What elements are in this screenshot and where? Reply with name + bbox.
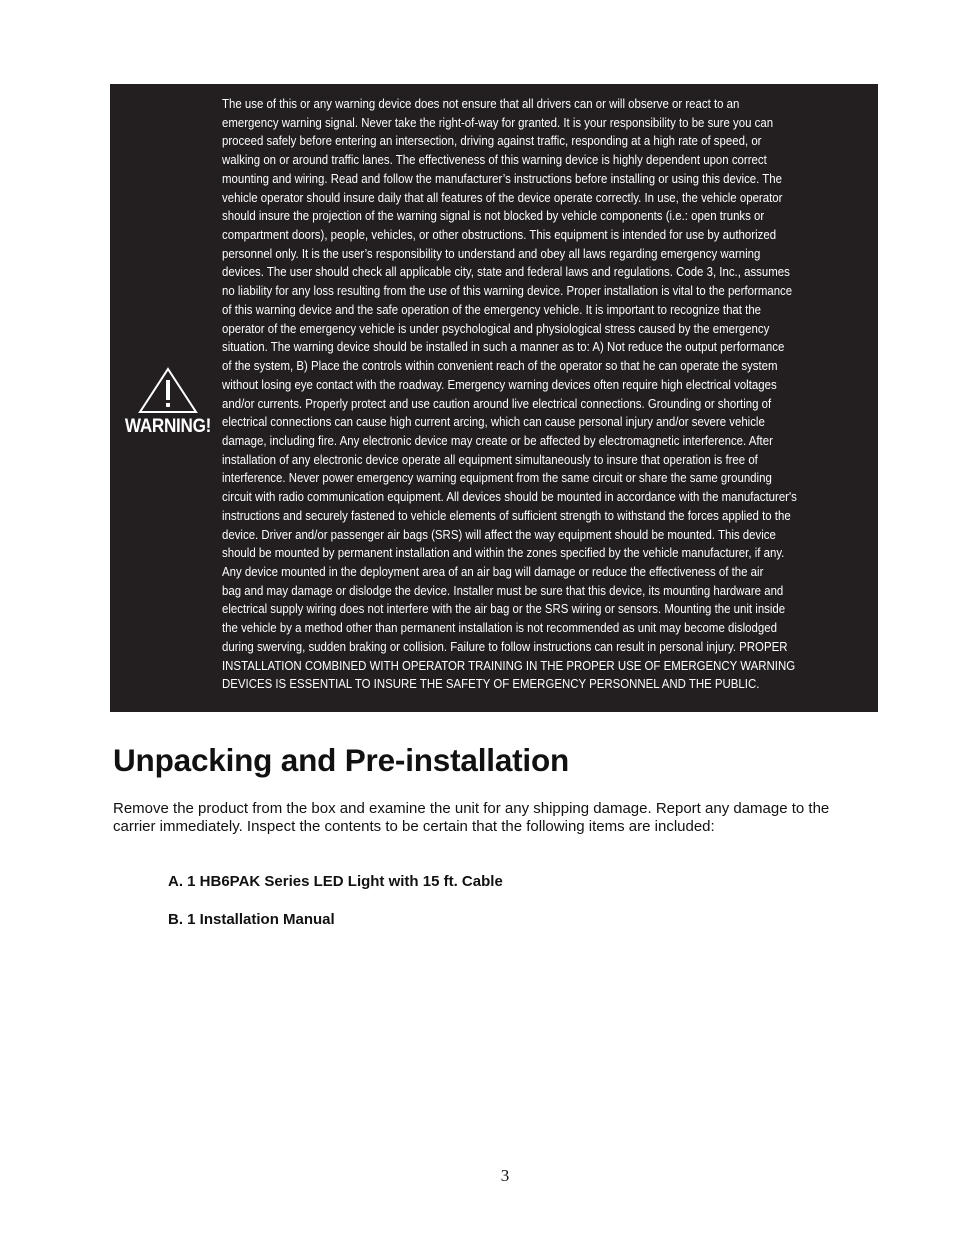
warning-line: should be mounted by permanent installation and within the zones specified by the vehicle manufacturer, if any. — [222, 545, 785, 561]
warning-line: compartment doors), people, vehicles, or other obstructions. This equipment is intended for use by authorized — [222, 227, 777, 243]
warning-line: personnel only. It is the user’s responsibility to understand and obey all laws regarding emergency warning — [222, 245, 761, 261]
section-title: Unpacking and Pre-installation — [113, 742, 570, 778]
warning-line: emergency warning signal. Never take the right-of-way for granted. It is your responsibility to be sure you can — [222, 114, 774, 130]
warning-line: mounting and wiring. Read and follow the manufacturer’s instructions before installing or using this device. The — [222, 170, 783, 186]
warning-line: INSTALLATION COMBINED WITH OPERATOR TRAINING IN THE PROPER USE OF EMERGENCY WARNING — [222, 657, 796, 673]
warning-label: WARNING! — [124, 416, 212, 437]
warning-line: and/or currents. Properly protect and use caution around live electrical connections. Grounding or shorting of — [222, 395, 772, 411]
warning-line: of the system, B) Place the controls within convenient reach of the operator so that he can operate the system — [222, 358, 778, 374]
warning-line: should insure the projection of the warning signal is not blocked by vehicle components (i.e.: open trunks or — [222, 208, 765, 224]
warning-line: bag and may damage or dislodge the device. Installer must be sure that this device, its mounting hardware and — [222, 582, 784, 598]
warning-line: situation. The warning device should be installed in such a manner as to: A) Not reduce the output performance — [222, 339, 785, 355]
warning-line: DEVICES IS ESSENTIAL TO INSURE THE SAFETY OF EMERGENCY PERSONNEL AND THE PUBLIC. — [222, 676, 760, 692]
warning-line: installation of any electronic device operate all equipment simultaneously to insure that operation is free of — [222, 451, 758, 467]
warning-line: no liability for any loss resulting from the use of this warning device. Proper installation is vital to the performance — [222, 283, 793, 299]
intro-paragraph: Remove the product from the box and examine the unit for any shipping damage. Report any damage to the carrier immediately. Inspect the contents to be certain that the following items are included: — [113, 800, 830, 835]
warning-line: device. Driver and/or passenger air bags (SRS) will affect the way equipment should be mounted. This device — [222, 526, 776, 542]
warning-line: the vehicle by a method other than permanent installation is not recommended as unit may become dislodged — [222, 620, 777, 636]
warning-line: without losing eye contact with the roadway. Emergency warning devices often require high electrical voltages — [222, 376, 777, 392]
list-item: A. 1 HB6PAK Series LED Light with 15 ft. Cable — [168, 873, 503, 890]
warning-line: operator of the emergency vehicle is under psychological and physiological stress caused by the emergency — [222, 320, 770, 336]
warning-line: damage, including fire. Any electronic device may create or be affected by electromagnetic interference. After — [222, 432, 773, 448]
warning-line: interference. Never power emergency warning equipment from the same circuit or share the same grounding — [222, 470, 772, 486]
warning-box — [110, 84, 878, 712]
warning-line: Any device mounted in the deployment area of an air bag will damage or reduce the effectiveness of the air — [222, 563, 764, 579]
page-number: 3 — [500, 1166, 510, 1185]
contents-list — [168, 873, 503, 949]
warning-line: devices. The user should check all applicable city, state and federal laws and regulations. Code 3, Inc., assumes — [222, 264, 790, 280]
warning-line: of this warning device and the safe operation of the emergency vehicle. It is important to recognize that the — [222, 301, 762, 317]
warning-text — [222, 95, 870, 694]
warning-line: during swerving, sudden braking or collision. Failure to follow instructions can result in personal injury. PROPER — [222, 638, 788, 654]
warning-triangle-icon — [137, 366, 199, 414]
list-item: B. 1 Installation Manual — [168, 911, 335, 928]
warning-line: The use of this or any warning device does not ensure that all drivers can or will observe or react to an — [222, 96, 740, 111]
warning-badge — [118, 366, 218, 438]
warning-line: instructions and securely fastened to vehicle elements of sufficient strength to withstand the forces applied to the — [222, 507, 791, 523]
warning-line: proceed safely before entering an intersection, driving against traffic, responding at a high rate of speed, or — [222, 133, 762, 149]
warning-line: walking on or around traffic lanes. The effectiveness of this warning device is highly dependent upon correct — [222, 152, 767, 168]
warning-line: electrical connections can cause high current arcing, which can cause personal injury and/or severe vehicle — [222, 414, 765, 430]
warning-line: circuit with radio communication equipment. All devices should be mounted in accordance with the manufacturer's — [222, 489, 797, 505]
warning-line: electrical supply wiring does not interfere with the air bag or the SRS wiring or sensors. Mounting the unit inside — [222, 601, 786, 617]
warning-line: vehicle operator should insure daily that all features of the device operate correctly. In use, the vehicle operator — [222, 189, 783, 205]
